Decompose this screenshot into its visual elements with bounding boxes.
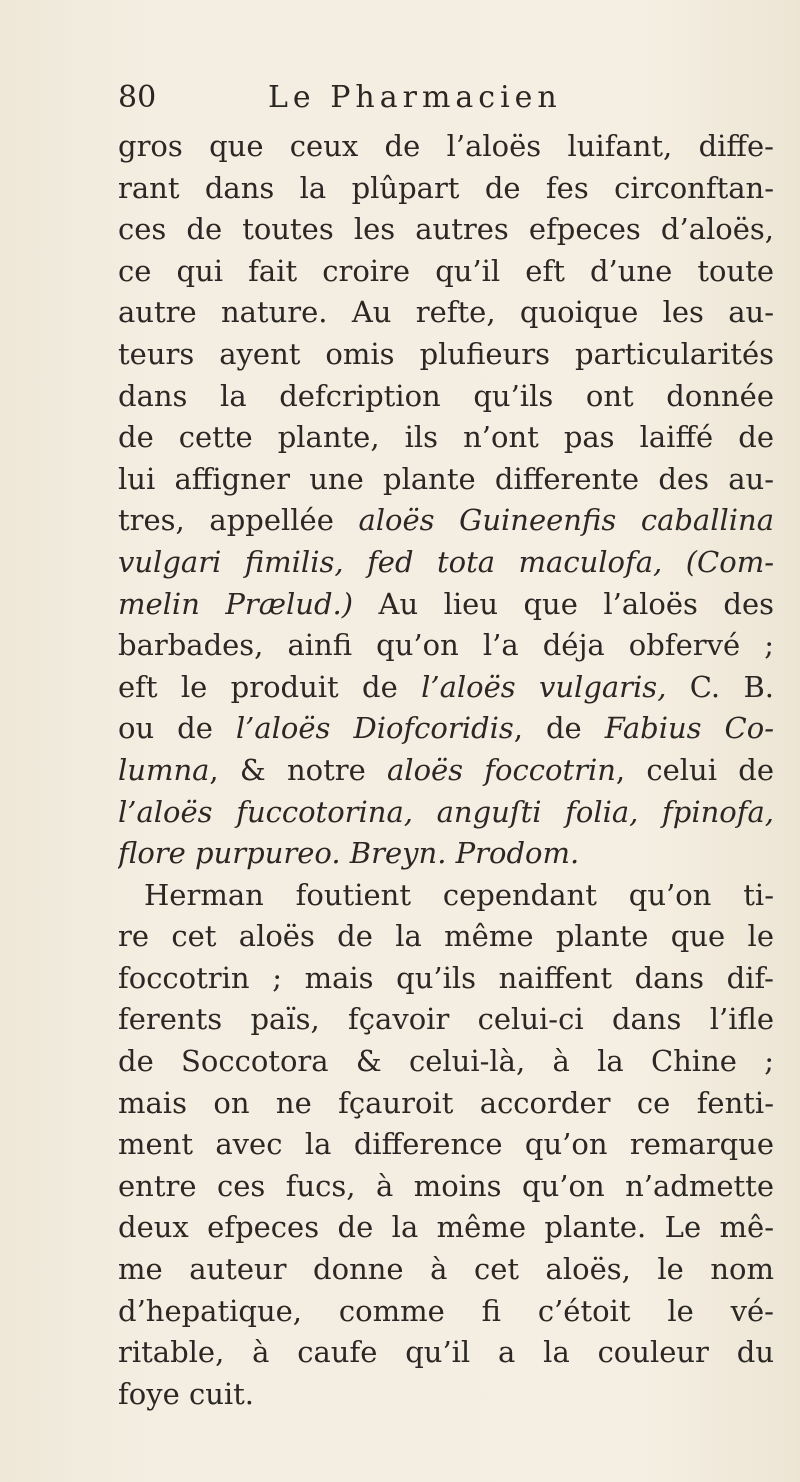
text-run: ou de [118, 711, 236, 746]
text-line [118, 833, 774, 875]
text-line [118, 916, 774, 958]
text-run: ment avec la difference qu’on remarque [118, 1127, 774, 1162]
italic-text: flore purpureo. Breyn. Prodom. [118, 836, 580, 871]
text-run: mais on ne fçauroit accorder ce fenti- [118, 1085, 774, 1120]
text-line [118, 750, 774, 792]
text-run: entre ces fucs, à moins qu’on n’admette [118, 1168, 774, 1203]
paragraph [118, 875, 774, 1416]
running-head: Le Pharmacien [268, 80, 562, 115]
text-run: C. B. [666, 669, 774, 704]
page-header [118, 80, 768, 120]
text-run: barbades, ainfi qu’on l’a déja obfervé ; [118, 628, 774, 663]
text-line [118, 958, 774, 1000]
italic-text: l’aloës fuccotorina, anguſti folia, fpinofa, [118, 794, 774, 829]
text-run: ferents païs, fçavoir celui-ci dans l’ifle [118, 1002, 774, 1037]
text-run: Au lieu que l’aloës des [353, 586, 774, 621]
italic-text: aloës foccotrin [387, 752, 616, 787]
text-line [118, 292, 774, 334]
text-run: tres, appellée [118, 503, 359, 538]
text-line [118, 459, 774, 501]
text-run: re cet aloës de la même plante que le [118, 919, 774, 954]
text-line [118, 1083, 774, 1125]
text-line [118, 584, 774, 626]
body-text [118, 126, 774, 1415]
text-run: rant dans la plûpart de fes circonftan- [118, 170, 774, 205]
text-line [118, 875, 774, 917]
text-run: ces de toutes les autres efpeces d’aloës, [118, 212, 774, 247]
text-run: me auteur donne à cet aloës, le nom [118, 1252, 774, 1287]
page-number: 80 [118, 80, 157, 115]
text-line [118, 1291, 774, 1333]
text-line [118, 334, 774, 376]
text-run: eft le produit de [118, 669, 422, 704]
text-run: teurs ayent omis plufieurs particularités [118, 336, 774, 371]
text-line [118, 251, 774, 293]
italic-text: vulgari fimilis, fed tota maculofa, (Com- [118, 544, 774, 579]
text-line [118, 625, 774, 667]
text-run: , de [513, 711, 605, 746]
text-run: d’hepatique, comme fi c’étoit le vé- [118, 1293, 774, 1328]
text-line [118, 1332, 774, 1374]
text-run: de Soccotora & celui-là, à la Chine ; [118, 1044, 774, 1079]
text-run: dans la defcription qu’ils ont donnée [118, 378, 774, 413]
text-line [118, 209, 774, 251]
text-run: autre nature. Au refte, quoique les au- [118, 295, 774, 330]
text-line [118, 126, 774, 168]
italic-text: melin Prælud.) [118, 586, 354, 621]
text-line [118, 1041, 774, 1083]
text-run: Herman foutient cependant qu’on ti- [144, 877, 774, 912]
text-run: foye cuit. [118, 1376, 255, 1411]
text-line [118, 1374, 774, 1416]
text-run: de cette plante, ils n’ont pas laiffé de [118, 420, 774, 455]
text-line [118, 376, 774, 418]
italic-text: Fabius Co- [604, 711, 774, 746]
text-line [118, 999, 774, 1041]
italic-text: lumna [118, 752, 210, 787]
text-line [118, 1166, 774, 1208]
text-line [118, 500, 774, 542]
text-line [118, 1207, 774, 1249]
text-run: , celui de [615, 752, 774, 787]
text-run: foccotrin ; mais qu’ils naiffent dans dif- [118, 960, 774, 995]
text-run: ritable, à caufe qu’il a la couleur du [118, 1335, 774, 1370]
text-line [118, 667, 774, 709]
text-run: lui affigner une plante differente des au- [118, 461, 774, 496]
text-line [118, 168, 774, 210]
text-line [118, 792, 774, 834]
text-run: gros que ceux de l’aloës luifant, diffe- [118, 129, 774, 163]
text-run: , & notre [209, 752, 387, 787]
text-line [118, 417, 774, 459]
paragraph [118, 126, 774, 875]
text-line [118, 1249, 774, 1291]
italic-text: l’aloës vulgaris, [421, 669, 667, 704]
italic-text: l’aloës Diofcoridis [235, 711, 514, 746]
italic-text: aloës Guineenfis caballina [358, 503, 774, 538]
text-line [118, 542, 774, 584]
text-line [118, 1124, 774, 1166]
text-run: deux efpeces de la même plante. Le mê- [118, 1210, 774, 1245]
text-line [118, 708, 774, 750]
text-run: ce qui fait croire qu’il eft d’une toute [118, 253, 774, 288]
